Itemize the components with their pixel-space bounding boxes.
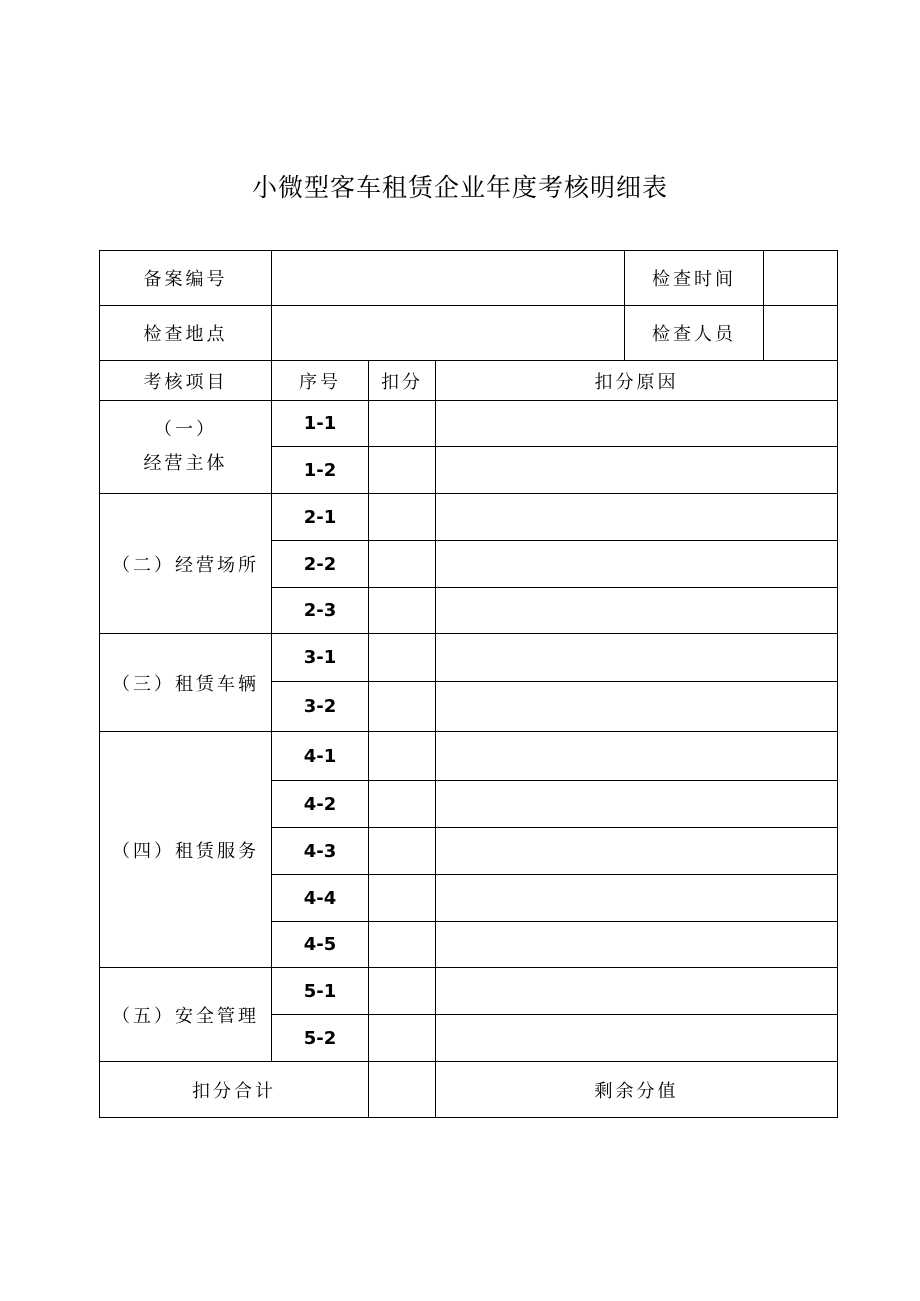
- category-1-line1: （一）: [154, 419, 217, 440]
- reason-input[interactable]: [436, 494, 838, 541]
- deduction-input[interactable]: [369, 828, 436, 875]
- table-row: [100, 401, 838, 447]
- total-deduction-label: 扣分合计: [100, 1062, 369, 1118]
- seq-cell: 3-1: [272, 634, 369, 682]
- seq-cell: 3-2: [272, 682, 369, 732]
- deduction-input[interactable]: [369, 781, 436, 828]
- category-4-label: （四）租赁服务: [100, 732, 272, 968]
- seq-cell: 1-1: [272, 401, 369, 447]
- reason-input[interactable]: [436, 447, 838, 494]
- deduction-input[interactable]: [369, 634, 436, 682]
- deduction-input[interactable]: [369, 682, 436, 732]
- reason-input[interactable]: [436, 541, 838, 588]
- page-title: 小微型客车租赁企业年度考核明细表: [251, 173, 668, 202]
- deduction-input[interactable]: [369, 588, 436, 634]
- seq-cell: 5-1: [272, 968, 369, 1015]
- category-5-label: （五）安全管理: [100, 968, 272, 1062]
- seq-cell: 4-5: [272, 922, 369, 968]
- remaining-score-label: 剩余分值: [436, 1062, 838, 1118]
- seq-cell: 4-3: [272, 828, 369, 875]
- reason-input[interactable]: [436, 781, 838, 828]
- info-row-1: [100, 251, 838, 306]
- reason-input[interactable]: [436, 922, 838, 968]
- seq-cell: 1-2: [272, 447, 369, 494]
- table-row: [100, 968, 838, 1015]
- seq-cell: 2-2: [272, 541, 369, 588]
- header-reason: 扣分原因: [436, 361, 838, 401]
- inspect-time-field[interactable]: [764, 251, 838, 305]
- reason-input[interactable]: [436, 634, 838, 682]
- total-deduction-field[interactable]: [369, 1062, 436, 1118]
- reason-input[interactable]: [436, 828, 838, 875]
- assessment-table: [99, 250, 838, 1118]
- header-seq: 序号: [272, 361, 369, 401]
- deduction-input[interactable]: [369, 401, 436, 447]
- reason-input[interactable]: [436, 968, 838, 1015]
- table-row: [100, 494, 838, 541]
- reason-input[interactable]: [436, 875, 838, 922]
- inspect-time-cell: [625, 251, 838, 306]
- deduction-input[interactable]: [369, 875, 436, 922]
- deduction-input[interactable]: [369, 494, 436, 541]
- inspector-field[interactable]: [764, 306, 838, 360]
- inspect-place-label: 检查地点: [100, 306, 272, 361]
- reason-input[interactable]: [436, 682, 838, 732]
- seq-cell: 4-1: [272, 732, 369, 781]
- info-row-2: [100, 306, 838, 361]
- seq-cell: 5-2: [272, 1015, 369, 1062]
- deduction-input[interactable]: [369, 968, 436, 1015]
- seq-cell: 4-2: [272, 781, 369, 828]
- seq-cell: 4-4: [272, 875, 369, 922]
- seq-cell: 2-3: [272, 588, 369, 634]
- reason-input[interactable]: [436, 1015, 838, 1062]
- header-item: 考核项目: [100, 361, 272, 401]
- inspector-label: 检查人员: [625, 306, 764, 360]
- filing-no-label: 备案编号: [100, 251, 272, 306]
- reason-input[interactable]: [436, 588, 838, 634]
- deduction-input[interactable]: [369, 922, 436, 968]
- header-row: [100, 361, 838, 401]
- category-1-line2: 经营主体: [143, 453, 228, 474]
- category-2-label: （二）经营场所: [100, 494, 272, 634]
- inspect-place-field[interactable]: [272, 306, 625, 361]
- table-row: [100, 732, 838, 781]
- category-3-label: （三）租赁车辆: [100, 634, 272, 732]
- deduction-input[interactable]: [369, 1015, 436, 1062]
- category-1-label: [100, 401, 272, 494]
- inspector-split: [625, 306, 837, 360]
- deduction-input[interactable]: [369, 541, 436, 588]
- inspect-time-split: [625, 251, 837, 305]
- deduction-input[interactable]: [369, 447, 436, 494]
- deduction-input[interactable]: [369, 732, 436, 781]
- table-row: [100, 634, 838, 682]
- reason-input[interactable]: [436, 732, 838, 781]
- inspector-cell: [625, 306, 838, 361]
- footer-row: [100, 1062, 838, 1118]
- seq-cell: 2-1: [272, 494, 369, 541]
- filing-no-field[interactable]: [272, 251, 625, 306]
- header-deduction: 扣分: [369, 361, 436, 401]
- reason-input[interactable]: [436, 401, 838, 447]
- inspect-time-label: 检查时间: [625, 251, 764, 305]
